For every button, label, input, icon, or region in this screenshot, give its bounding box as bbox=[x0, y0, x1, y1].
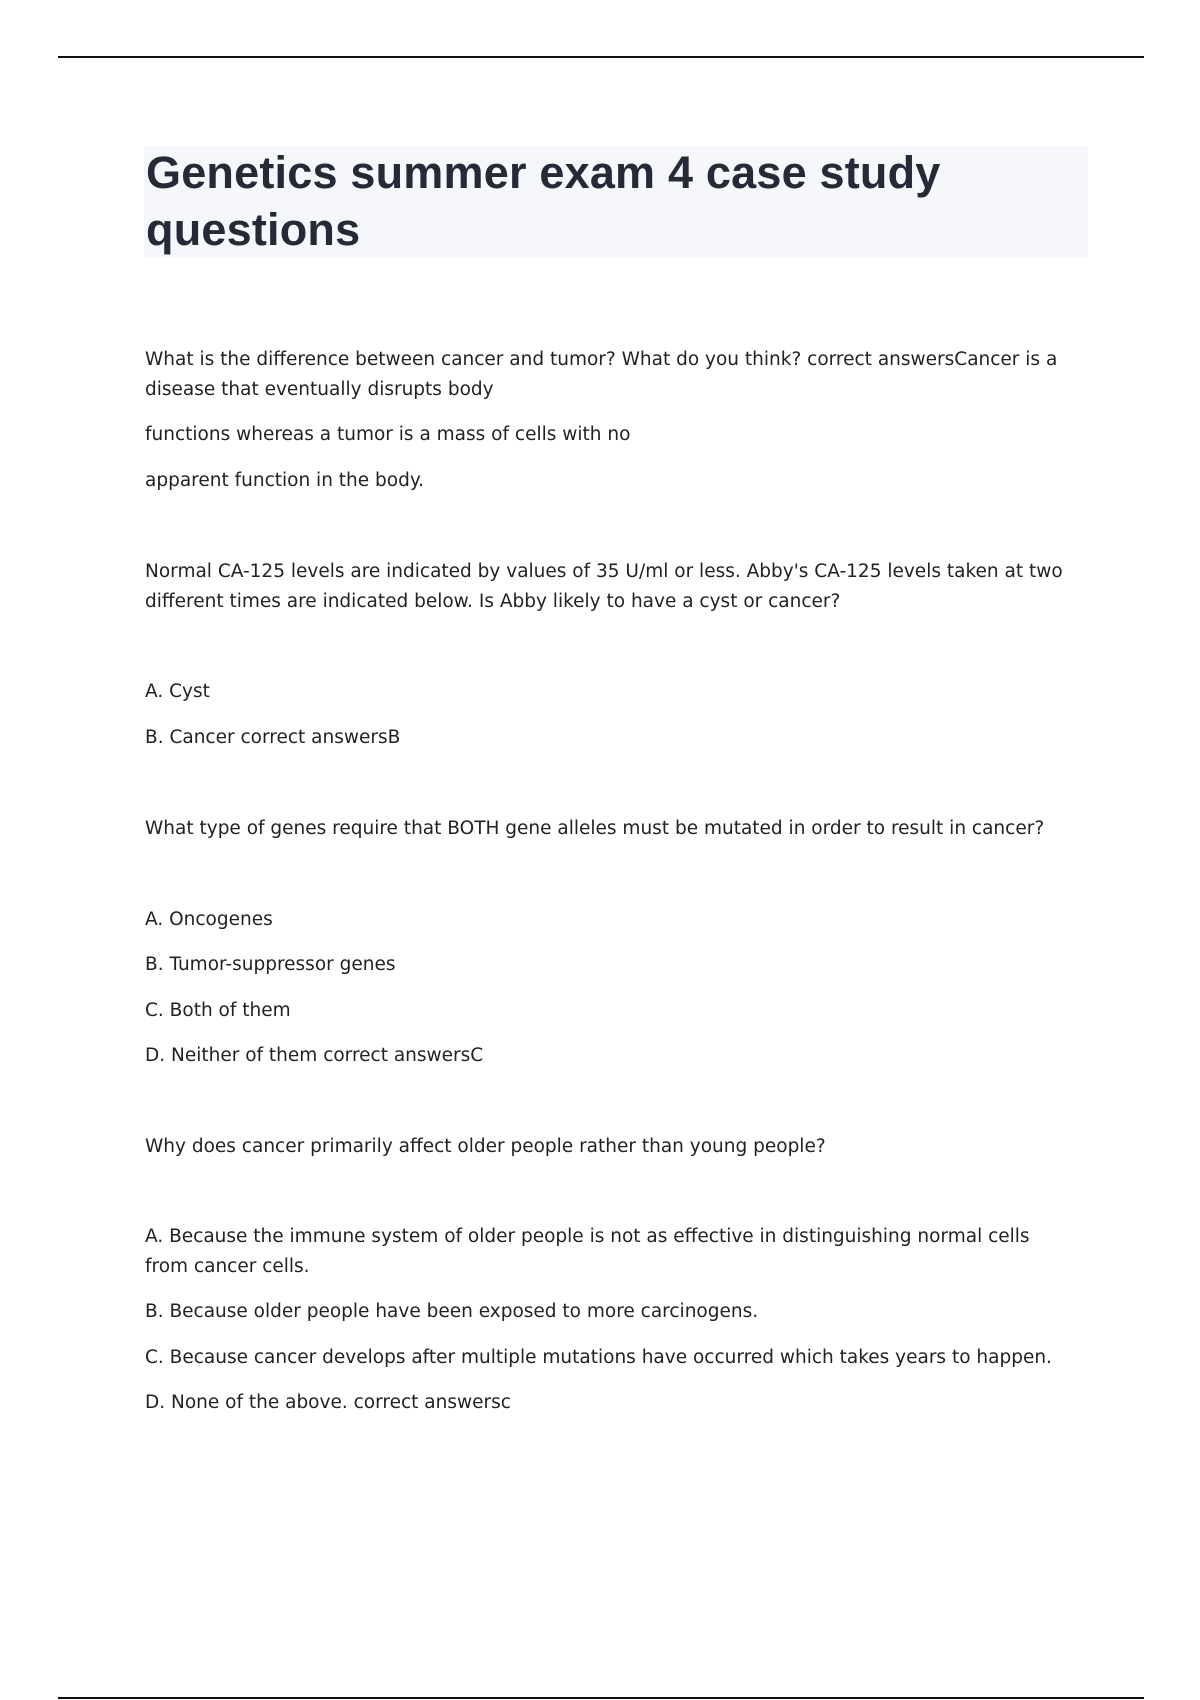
question-4-option-c: C. Because cancer develops after multiple mutations have occurred which takes years to happen. bbox=[145, 1347, 1052, 1368]
question-2-option-b: B. Cancer correct answersB bbox=[145, 727, 401, 748]
question-1-continuation-1: functions whereas a tumor is a mass of cells with no bbox=[145, 424, 631, 445]
question-2-option-a: A. Cyst bbox=[145, 681, 210, 702]
question-3-prompt: What type of genes require that BOTH gene alleles must be mutated in order to result in cancer? bbox=[145, 818, 1045, 839]
question-3-option-c: C. Both of them bbox=[145, 1000, 291, 1021]
bottom-rule bbox=[58, 1697, 1144, 1699]
question-4-option-a: A. Because the immune system of older people is not as effective in distinguishing normal cells from cancer cells. bbox=[145, 1226, 1030, 1277]
question-1-prompt: What is the difference between cancer and tumor? What do you think? correct answersCancer is a disease that eventually disrupts body bbox=[145, 349, 1058, 400]
question-3-option-b: B. Tumor-suppressor genes bbox=[145, 954, 396, 975]
question-2-prompt: Normal CA-125 levels are indicated by values of 35 U/ml or less. Abby's CA-125 levels taken at two different times are indicated below. Is Abby likely to have a cyst or cancer? bbox=[145, 561, 1063, 612]
question-1-continuation-2: apparent function in the body. bbox=[145, 470, 425, 491]
question-4-prompt: Why does cancer primarily affect older people rather than young people? bbox=[145, 1136, 826, 1157]
question-3-option-a: A. Oncogenes bbox=[145, 909, 273, 930]
question-4-option-b: B. Because older people have been exposed to more carcinogens. bbox=[145, 1301, 759, 1322]
top-rule bbox=[58, 56, 1144, 58]
question-3-option-d: D. Neither of them correct answersC bbox=[145, 1045, 484, 1066]
page-title: Genetics summer exam 4 case study questions bbox=[146, 147, 941, 255]
question-4-option-d: D. None of the above. correct answersc bbox=[145, 1392, 511, 1413]
